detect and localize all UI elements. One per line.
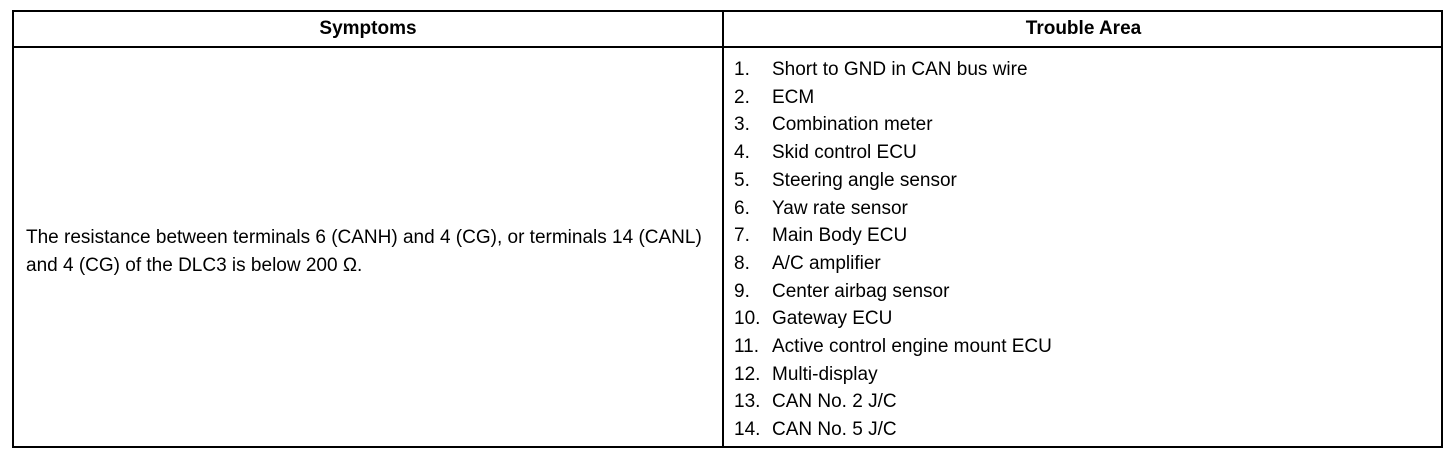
trouble-area-list [734, 56, 1052, 444]
list-item-text: Yaw rate sensor [772, 197, 908, 219]
list-item-number: 9. [734, 280, 750, 302]
list-item-text: Center airbag sensor [772, 280, 950, 302]
list-item-text: ECM [772, 86, 815, 108]
symptom-cell: The resistance between terminals 6 (CANH) and 4 (CG), or terminals 14 (CANL) and 4 (CG) of the DLC3 is below 200 Ω. [26, 227, 702, 276]
list-item-number: 12. [734, 363, 761, 385]
list-item-text: Main Body ECU [772, 225, 908, 247]
list-item [734, 416, 1052, 444]
list-item [734, 305, 1052, 333]
list-item-text: Skid control ECU [772, 142, 917, 164]
list-item [734, 84, 1052, 112]
list-item [734, 56, 1052, 84]
trouble-table [12, 10, 1443, 448]
list-item-text: Gateway ECU [772, 308, 893, 330]
list-item-number: 6. [734, 197, 750, 219]
list-item [734, 167, 1052, 195]
list-item [734, 195, 1052, 223]
list-item [734, 388, 1052, 416]
list-item-number: 5. [734, 169, 750, 191]
list-item [734, 333, 1052, 361]
list-item [734, 361, 1052, 389]
list-item [734, 250, 1052, 278]
list-item-number: 7. [734, 225, 750, 247]
list-item-text: Combination meter [772, 114, 933, 136]
list-item-text: CAN No. 2 J/C [772, 391, 897, 413]
list-item-number: 11. [734, 336, 760, 358]
list-item-number: 4. [734, 142, 750, 164]
list-item-number: 8. [734, 252, 750, 274]
list-item-text: Short to GND in CAN bus wire [772, 59, 1028, 80]
list-item-text: Multi-display [772, 363, 878, 385]
list-item [734, 111, 1052, 139]
list-item-number: 13. [734, 391, 761, 413]
list-item-number: 10. [734, 308, 761, 330]
symptoms-header: Symptoms [319, 18, 417, 39]
list-item [734, 139, 1052, 167]
list-item-text: Active control engine mount ECU [772, 336, 1052, 358]
list-item-text: Steering angle sensor [772, 169, 957, 191]
list-item-number: 2. [734, 86, 750, 108]
table-header-row [14, 12, 1441, 48]
list-item-number: 3. [734, 114, 750, 136]
list-item-number: 14. [734, 419, 761, 441]
list-item-number: 1. [734, 59, 750, 80]
column-divider [722, 12, 724, 446]
list-item-text: A/C amplifier [772, 252, 881, 274]
list-item [734, 222, 1052, 250]
list-item [734, 278, 1052, 306]
trouble-area-header: Trouble Area [1025, 18, 1142, 39]
list-item-text: CAN No. 5 J/C [772, 419, 897, 441]
